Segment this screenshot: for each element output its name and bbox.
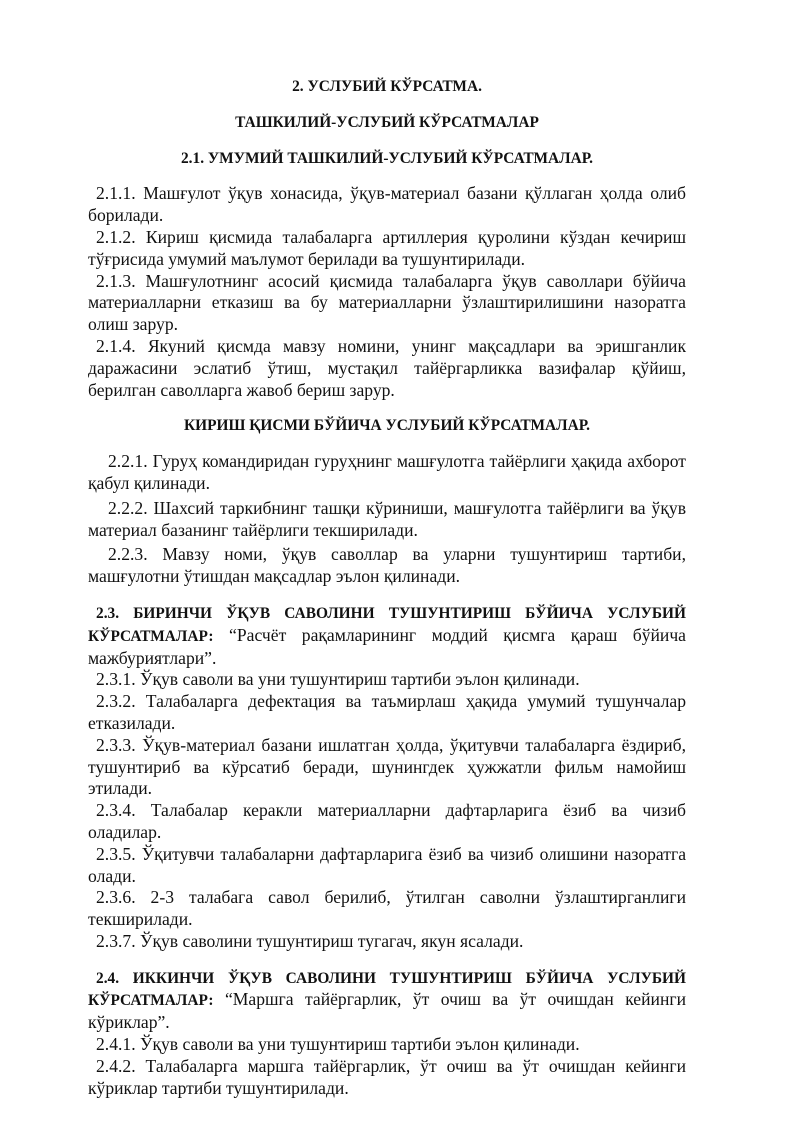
paragraph-2-3-4: 2.3.4. Талабалар керакли материалларни дафтарларига ёзиб ва чизиб оладилар. (88, 800, 686, 842)
paragraph-2-2-2: 2.2.2. Шахсий таркибнинг ташқи кўриниши, машғулотга тайёрлиги ва ўқув материал базанинг тайёрлиги текширилади. (88, 497, 686, 540)
paragraph-2-1-2: 2.1.2. Кириш қисмида талабаларга артиллерия қуролини кўздан кечириш тўғрисида умумий маълумот берилади ва тушунтирилади. (88, 226, 686, 269)
section-2-4-topic: “Маршга тайёргарлик, ўт очиш ва ўт очишдан кейинги кўриклар”. (88, 989, 686, 1033)
section-2-3-title: 2.3. БИРИНЧИ ЎҚУВ САВОЛИНИ ТУШУНТИРИШ БЎЙИЧА УСЛУБИЙ КЎРСАТМАЛАР: (88, 604, 686, 645)
paragraph-2-1-3: 2.1.3. Машғулотнинг асосий қисмида талабаларга ўқув саволлари бўйича материалларни етказиш ва бу материалларни ўзлаштирилишини назоратга олиш зарур. (88, 270, 686, 335)
paragraph-2-3-7: 2.3.7. Ўқув саволини тушунтириш тугагач, якун ясалади. (96, 930, 524, 951)
paragraph-2-1-4: 2.1.4. Якуний қисмда мавзу номини, унинг мақсадлари ва эришганлик даражасини эслатиб ўтиш, мустақил тайёргарликка вазифалар қўйиш, берилган саволларга жавоб бериш зарур. (88, 335, 686, 400)
general-heading: 2.1. УМУМИЙ ТАШКИЛИЙ-УСЛУБИЙ КЎРСАТМАЛАР. (180, 149, 594, 167)
section-2-4-title: 2.4. ИККИНЧИ ЎҚУВ САВОЛИНИ ТУШУНТИРИШ БЎЙИЧА УСЛУБИЙ КЎРСАТМАЛАР: (88, 969, 686, 1010)
document-page (88, 70, 686, 1099)
section-2-4-heading (88, 967, 686, 1034)
paragraph-2-3-3: 2.3.3. Ўқув-материал базани ишлатган ҳолда, ўқитувчи талабаларга ёздириб, тушунтириб ва кўрсатиб беради, шунингдек ҳужжатли фильм намойиш этилади. (88, 734, 686, 799)
paragraph-2-3-1: 2.3.1. Ўқув саволи ва уни тушунтириш тартиби эълон қилинади. (96, 669, 580, 690)
intro-heading: КИРИШ ҚИСМИ БЎЙИЧА УСЛУБИЙ КЎРСАТМАЛАР. (183, 417, 591, 435)
paragraph-2-3-5: 2.3.5. Ўқитувчи талабаларни дафтарларига ёзиб ва чизиб олишини назоратга олади. (88, 843, 686, 886)
sub-heading: ТАШКИЛИЙ-УСЛУБИЙ КЎРСАТМАЛАР (235, 113, 539, 131)
paragraph-2-3-6: 2.3.6. 2-3 талабага савол берилиб, ўтилган саволни ўзлаштирганлиги текширилади. (88, 887, 686, 930)
paragraph-2-2-1: 2.2.1. Гуруҳ командиридан гуруҳнинг машғулотга тайёрлиги ҳақида ахборот қабул қилинади. (88, 451, 686, 493)
paragraph-2-2-3: 2.2.3. Мавзу номи, ўқув саволлар ва уларни тушунтириш тартиби, машғулотни ўтишдан мақсадлар эълон қилинади. (88, 544, 686, 587)
section-2-3-topic: “Расчёт рақамларининг моддий қисмга қараш бўйича мажбуриятлари”. (88, 624, 686, 668)
section-2-3-heading (88, 602, 686, 669)
paragraph-2-4-1: 2.4.1. Ўқув саволи ва уни тушунтириш тартиби эълон қилинади. (96, 1034, 580, 1055)
paragraph-2-1-1: 2.1.1. Машғулот ўқув хонасида, ўқув-материал базани қўллаган ҳолда олиб борилади. (88, 183, 686, 226)
paragraph-2-4-2: 2.4.2. Талабаларга маршга тайёргарлик, ўт очиш ва ўт очишдан кейинги кўриклар тартиби тушунтирилади. (88, 1055, 686, 1098)
paragraph-2-3-2: 2.3.2. Талабаларга дефектация ва таъмирлаш ҳақида умумий тушунчалар етказилади. (88, 691, 686, 733)
main-heading: 2. УСЛУБИЙ КЎРСАТМА. (292, 78, 482, 95)
